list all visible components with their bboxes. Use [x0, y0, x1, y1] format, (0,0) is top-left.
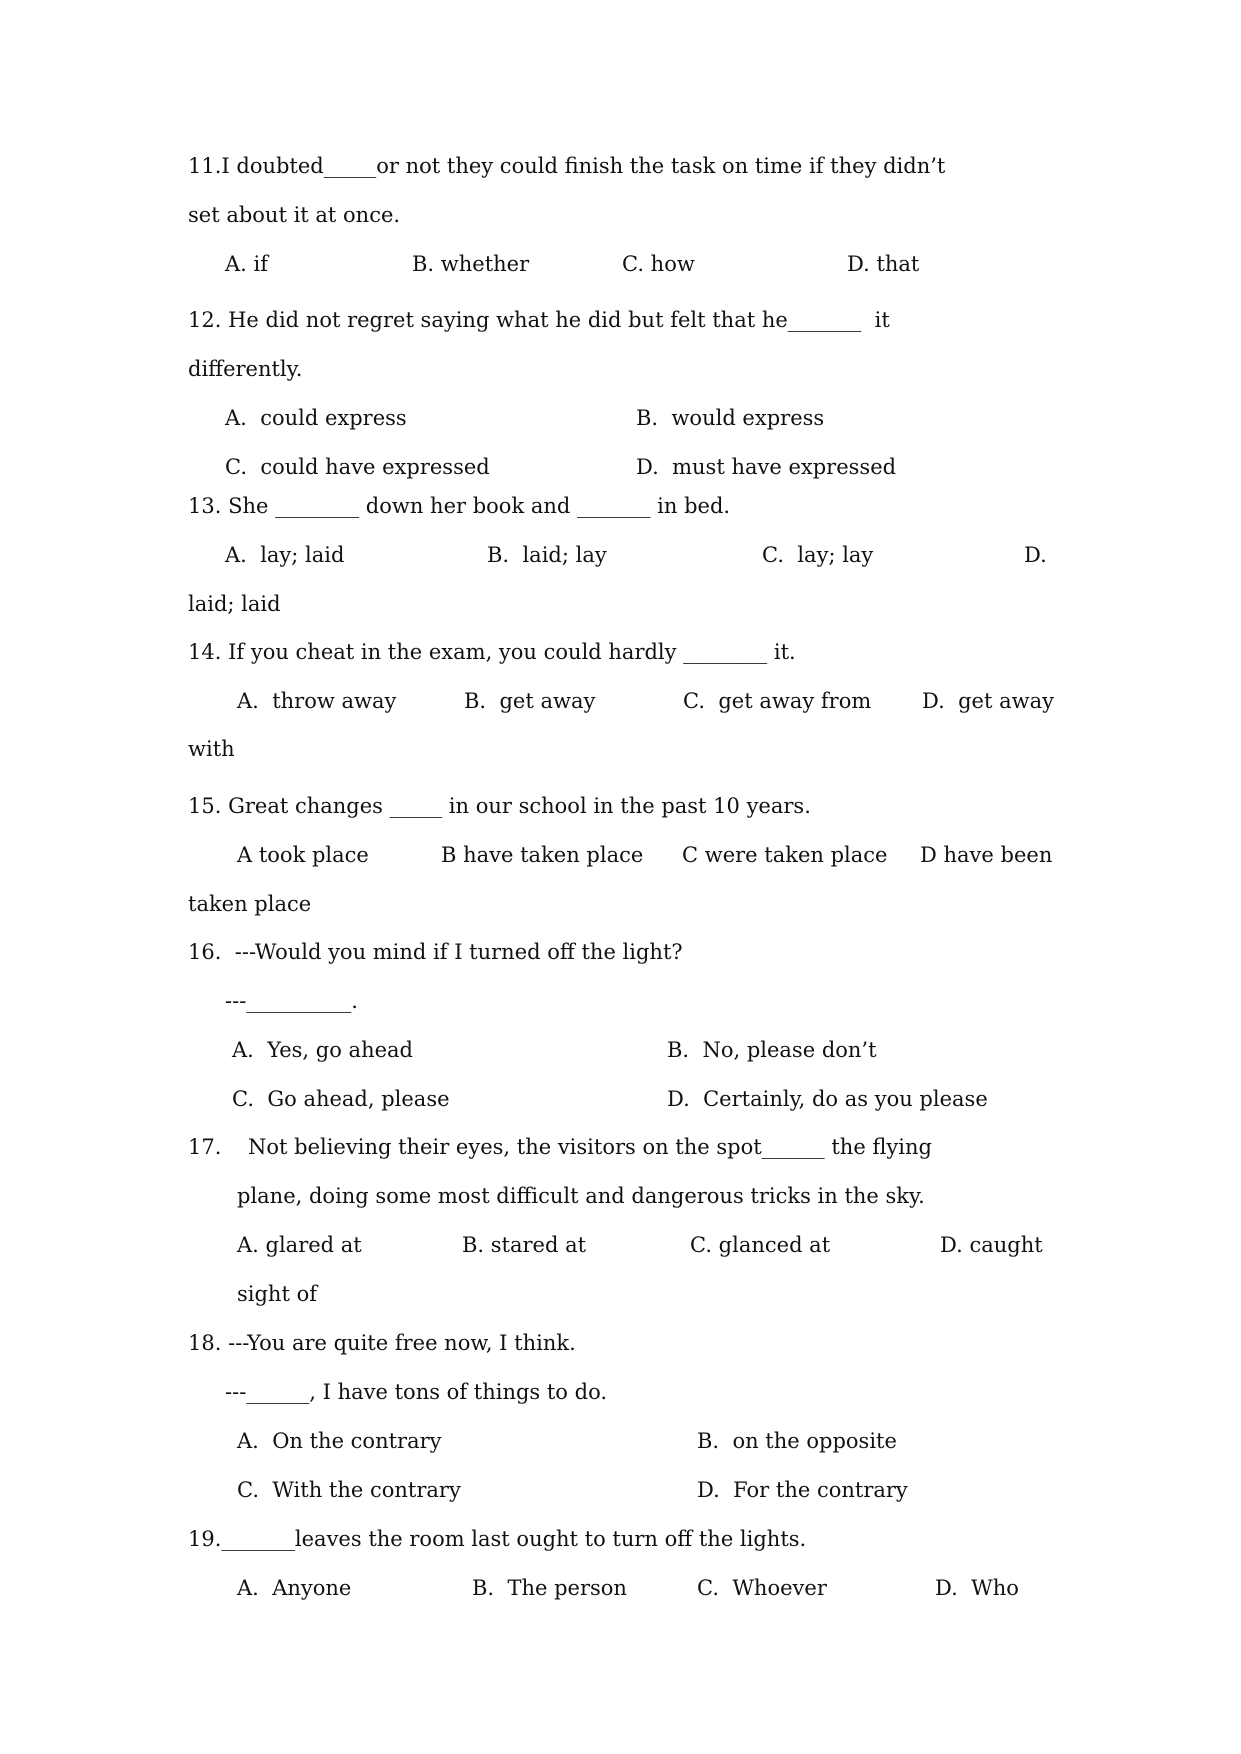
q15-option-d: D have been [920, 843, 1053, 867]
q12-option-b: B. would express [636, 406, 825, 430]
q19-option-c: C. Whoever [697, 1576, 827, 1600]
q17-option-b: B. stared at [462, 1233, 587, 1257]
q11-number: 11. [188, 154, 222, 178]
q17-stem-line-1: Not believing their eyes, the visitors on the spot______ the flying [248, 1135, 932, 1159]
q11-option-c: C. how [622, 252, 695, 276]
q15-number: 15. [188, 794, 222, 818]
q13-number: 13. [188, 494, 222, 518]
q12-option-d: D. must have expressed [636, 455, 897, 479]
q11-option-b: B. whether [412, 252, 530, 276]
q17-option-d: D. caught [940, 1233, 1043, 1257]
q11-stem-line-2: set about it at once. [188, 203, 401, 227]
q19-option-b: B. The person [472, 1576, 627, 1600]
q19-option-d: D. Who [935, 1576, 1019, 1600]
q18-option-c: C. With the contrary [237, 1478, 461, 1502]
q17-option-d-cont: sight of [237, 1282, 317, 1306]
q14-option-a: A. throw away [237, 689, 397, 713]
q11-option-d: D. that [847, 252, 920, 276]
q18-stem: ---You are quite free now, I think. [228, 1331, 576, 1355]
q16-stem-line-2: ---__________. [225, 989, 358, 1013]
q18-option-a: A. On the contrary [237, 1429, 442, 1453]
q17-option-a: A. glared at [237, 1233, 362, 1257]
q16-option-d: D. Certainly, do as you please [667, 1087, 988, 1111]
q19-line-1 [188, 1529, 806, 1550]
q13-option-b: B. laid; lay [487, 543, 607, 567]
q11-stem: I doubted_____or not they could finish the task on time if they didn’t [221, 154, 946, 178]
q14-number: 14. [188, 640, 222, 664]
q13-option-a: A. lay; laid [225, 543, 345, 567]
q11-line-1 [188, 156, 945, 177]
q16-option-c: C. Go ahead, please [232, 1087, 450, 1111]
q18-option-b: B. on the opposite [697, 1429, 897, 1453]
q14-option-b: B. get away [464, 689, 596, 713]
q12-option-a: A. could express [225, 406, 407, 430]
q18-stem-line-2: ---______, I have tons of things to do. [225, 1380, 608, 1404]
q18-option-d: D. For the contrary [697, 1478, 908, 1502]
q16-option-a: A. Yes, go ahead [232, 1038, 413, 1062]
q14-option-d: D. get away [922, 689, 1054, 713]
q14-stem: If you cheat in the exam, you could hardly ________ it. [228, 640, 796, 664]
q18-number: 18. [188, 1331, 222, 1355]
q13-option-d: D. [1024, 543, 1047, 567]
q14-option-d-cont: with [188, 737, 235, 761]
q13-stem: She ________ down her book and _______ in bed. [228, 494, 731, 518]
q13-option-c: C. lay; lay [762, 543, 874, 567]
q17-stem-line-2: plane, doing some most difficult and dangerous tricks in the sky. [237, 1184, 925, 1208]
q19-stem: _______leaves the room last ought to turn off the lights. [221, 1527, 807, 1551]
q12-option-c: C. could have expressed [225, 455, 490, 479]
q15-line-1 [188, 796, 811, 817]
q19-option-a: A. Anyone [237, 1576, 352, 1600]
q15-option-b: B have taken place [441, 843, 644, 867]
q15-option-d-cont: taken place [188, 892, 312, 916]
q13-line-1 [188, 496, 730, 517]
q17-number: 17. [188, 1135, 222, 1159]
q13-option-d-text: laid; laid [188, 592, 281, 616]
q12-line-1 [188, 310, 890, 331]
q16-line-1 [188, 942, 683, 963]
q15-option-c: C were taken place [682, 843, 888, 867]
q12-number: 12. [188, 308, 222, 332]
q16-number: 16. [188, 940, 222, 964]
q12-stem: He did not regret saying what he did but felt that he_______ it [228, 308, 890, 332]
q14-option-c: C. get away from [683, 689, 872, 713]
q16-stem: ---Would you mind if I turned off the light? [234, 940, 683, 964]
q15-option-a: A took place [237, 843, 369, 867]
q18-line-1 [188, 1333, 576, 1354]
q12-stem-line-2: differently. [188, 357, 303, 381]
q17-option-c: C. glanced at [690, 1233, 831, 1257]
q19-number: 19. [188, 1527, 222, 1551]
q11-option-a: A. if [225, 252, 269, 276]
q15-stem: Great changes _____ in our school in the past 10 years. [228, 794, 811, 818]
q14-line-1 [188, 642, 796, 663]
q16-option-b: B. No, please don’t [667, 1038, 877, 1062]
